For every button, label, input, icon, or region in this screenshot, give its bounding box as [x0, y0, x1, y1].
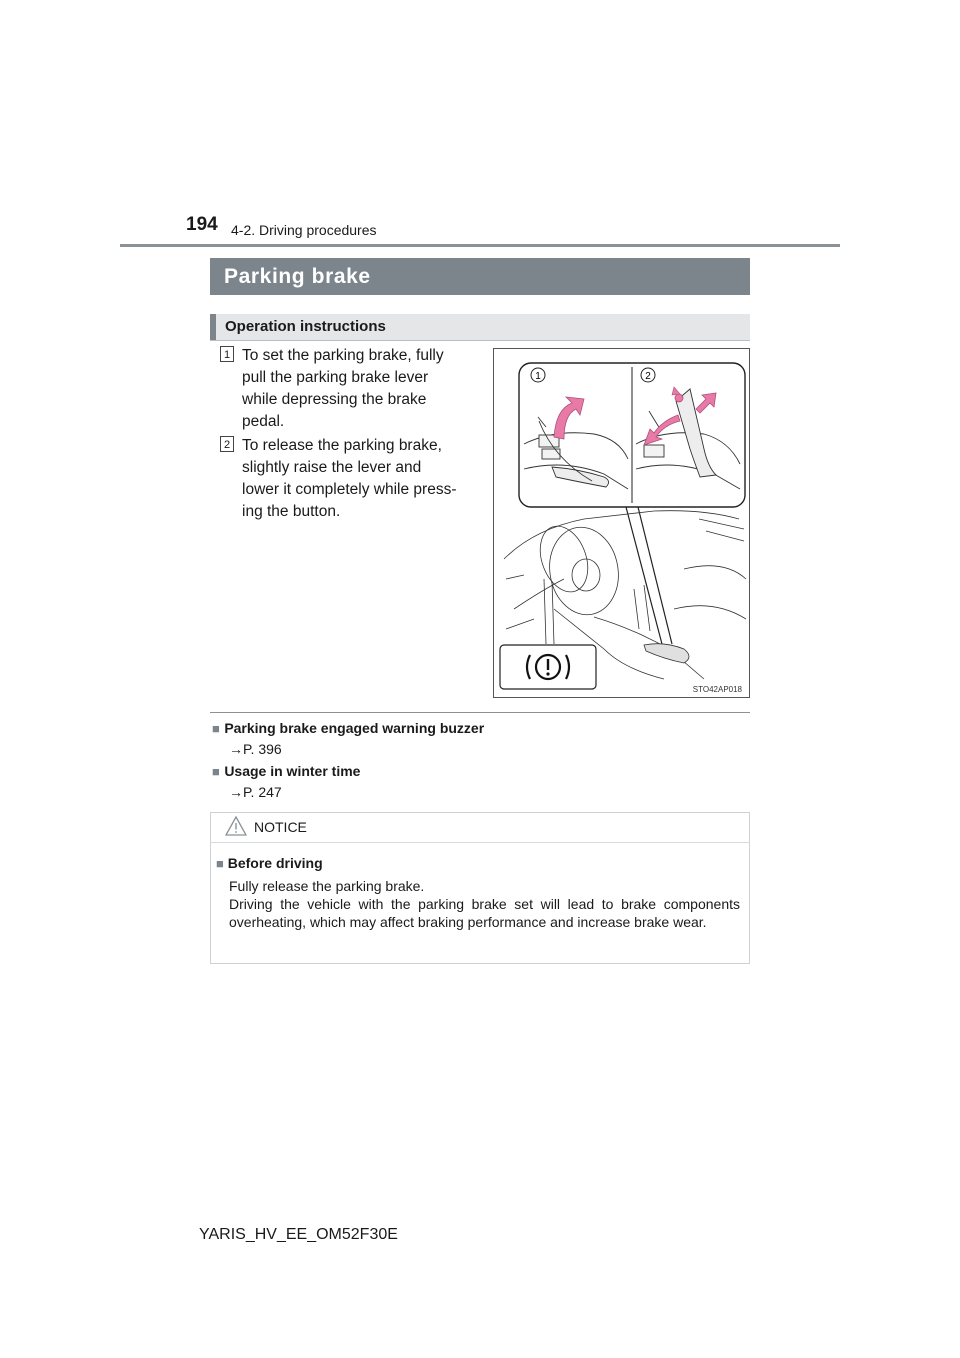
subsection-divider — [210, 340, 750, 341]
figure-code: STO42AP018 — [692, 685, 742, 694]
notice-heading-text: Before driving — [227, 855, 323, 871]
notice-body — [229, 877, 740, 931]
subsection-heading: Operation instructions — [210, 314, 750, 340]
parking-brake-diagram — [493, 348, 750, 698]
callout-2-label: 2 — [645, 371, 651, 382]
notes-divider — [210, 712, 750, 713]
note-item-warning-buzzer — [212, 720, 484, 738]
pointer-line-a — [626, 507, 662, 644]
page-title: Parking brake — [210, 258, 750, 295]
note-heading: Usage in winter time — [224, 763, 361, 779]
step-number-2: 2 — [220, 436, 234, 452]
notice-label: NOTICE — [254, 819, 307, 835]
diagram-illustration — [494, 349, 749, 697]
notice-header-divider — [210, 842, 750, 843]
page-reference-link[interactable]: →P. 396 — [229, 741, 282, 757]
callout-1-label: 1 — [535, 371, 541, 382]
page-reference-link[interactable]: →P. 247 — [229, 784, 282, 800]
page-number: 194 — [186, 214, 218, 235]
note-item-winter-usage — [212, 763, 360, 781]
pointer-line-b — [638, 507, 672, 644]
note-heading: Parking brake engaged warning buzzer — [224, 720, 485, 736]
notice-line-2: Driving the vehicle with the parking brake set will lead to brake components overheating, which may affect braking performance and increase brake wear. — [229, 896, 740, 930]
step-2-text: To release the parking brake, slightly raise the lever and lower it completely while press- ing the button. — [242, 437, 457, 520]
notice-line-1: Fully release the parking brake. — [229, 878, 425, 894]
note-bullet: ■ — [212, 764, 220, 779]
note-bullet: ■ — [212, 721, 220, 736]
caution-triangle-icon — [224, 815, 248, 837]
step-number-1: 1 — [220, 346, 234, 362]
section-label: 4-2. Driving procedures — [231, 222, 377, 238]
document-code-footer: YARIS_HV_EE_OM52F30E — [199, 1226, 398, 1243]
notice-heading — [216, 855, 323, 871]
step-1-text: To set the parking brake, fully pull the parking brake lever while depressing the brake pedal. — [242, 347, 444, 430]
notice-bullet: ■ — [216, 856, 224, 871]
header-divider — [120, 244, 840, 247]
